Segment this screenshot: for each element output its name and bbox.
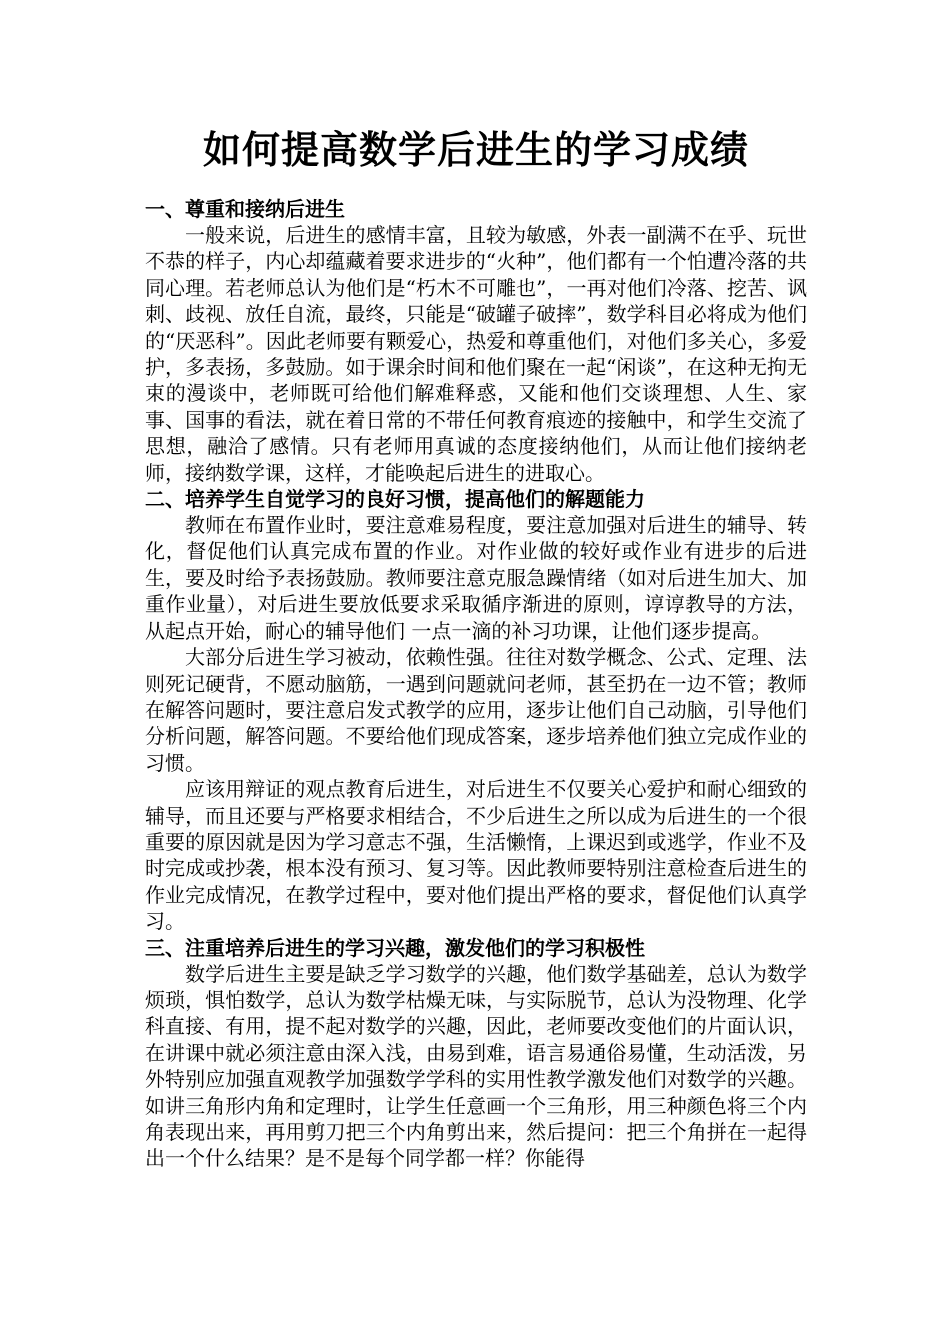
paragraph: 数学后进生主要是缺乏学习数学的兴趣，他们数学基础差，总认为数学烦琐，惧怕数学，总认为数学枯燥无味，与实际脱节，总认为没物理、化学科直接、有用，提不起对数学的兴趣，因此，老师要改变他们的片面认识，在讲课中就必须注意由深入浅，由易到难，语言易通俗易懂，生动活泼，另外特别应加强直观教学加强数学学科的实用性教学激发他们对数学的兴趣。如讲三角形内角和定理时，让学生任意画一个三角形，用三种颜色将三个内角表现出来，再用剪刀把三个内角剪出来，然后提问：把三个角拼在一起得出一个什么结果？是不是每个同学都一样？你能得 (145, 961, 807, 1171)
section-3 (145, 935, 807, 1172)
section-heading: 一、尊重和接纳后进生 (145, 197, 345, 221)
paragraph: 应该用辩证的观点教育后进生，对后进生不仅要关心爱护和耐心细致的辅导，而且还要与严格要求相结合，不少后进生之所以成为后进生的一个很重要的原因就是因为学习意志不强，生活懒惰，上课迟到或逃学，作业不及时完成或抄袭，根本没有预习、复习等。因此教师要特别注意检查后进生的作业完成情况，在教学过程中，要对他们提出严格的要求，督促他们认真学习。 (145, 777, 807, 934)
section-1 (145, 196, 807, 486)
paragraph: 一般来说，后进生的感情丰富，且较为敏感，外表一副满不在乎、玩世不恭的样子，内心却蕴藏着要求进步的“火种”，他们都有一个怕遭冷落的共同心理。若老师总认为他们是“朽木不可雕也”，一再对他们冷落、挖苦、讽刺、歧视、放任自流，最终，只能是“破罐子破摔”，数学科目必将成为他们的“厌恶科”。因此老师要有颗爱心，热爱和尊重他们，对他们多关心，多爱护，多表扬，多鼓励。如于课余时间和他们聚在一起“闲谈”，在这种无拘无束的漫谈中，老师既可给他们解难释惑，又能和他们交谈理想、人生、家事、国事的看法，就在着日常的不带任何教育痕迹的接触中，和学生交流了思想，融洽了感情。只有老师用真诚的态度接纳他们，从而让他们接纳老师，接纳数学课，这样，才能唤起后进生的进取心。 (145, 223, 807, 485)
section-heading: 三、注重培养后进生的学习兴趣，激发他们的学习积极性 (145, 935, 645, 960)
paragraph: 大部分后进生学习被动，依赖性强。往往对数学概念、公式、定理、法则死记硬背，不愿动脑筋，一遇到问题就问老师，甚至扔在一边不管；教师在解答问题时，要注意启发式教学的应用，逐步让他们自己动脑，引导他们分析问题，解答问题。不要给他们现成答案，逐步培养他们独立完成作业的习惯。 (145, 645, 807, 775)
section-2 (145, 486, 807, 935)
document-page (145, 118, 807, 1172)
paragraph: 教师在布置作业时，要注意难易程度，要注意加强对后进生的辅导、转化，督促他们认真完成布置的作业。对作业做的较好或作业有进步的后进生，要及时给予表扬鼓励。教师要注意克服急躁情绪（如对后进生加大、加重作业量），对后进生要放低要求采取循序渐进的原则，谆谆教导的方法，从起点开始，耐心的辅导他们 一点一滴的补习功课，让他们逐步提高。 (145, 513, 807, 643)
document-title: 如何提高数学后进生的学习成绩 (202, 127, 749, 172)
section-heading: 二、培养学生自觉学习的良好习惯，提高他们的解题能力 (145, 487, 645, 512)
